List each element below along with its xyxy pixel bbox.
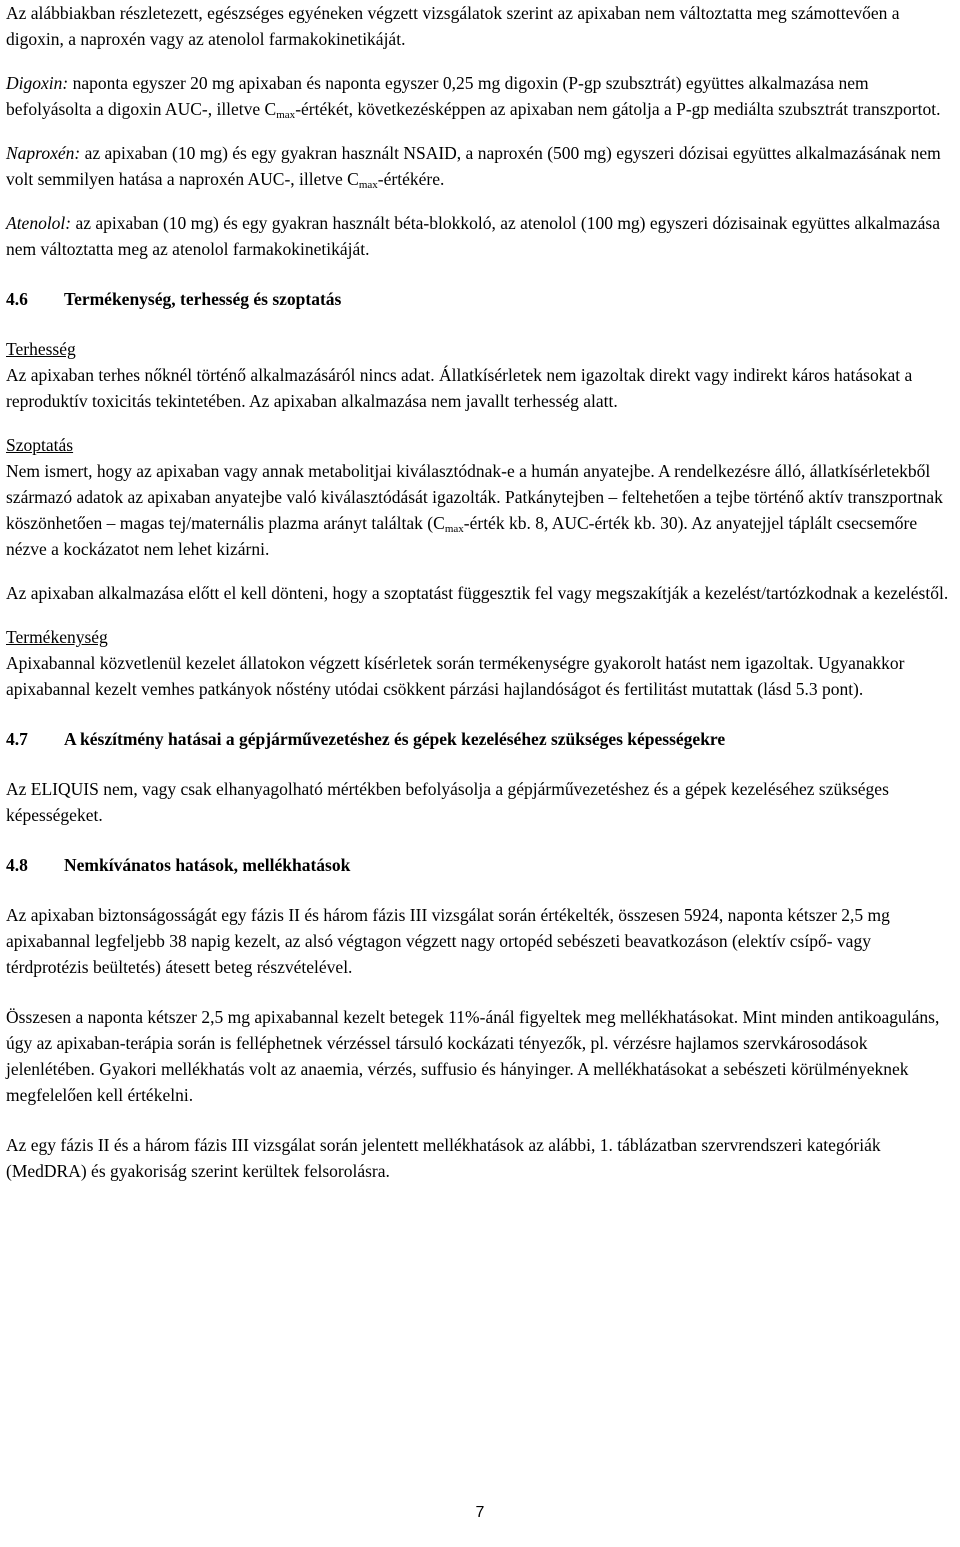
naproxen-paragraph — [6, 140, 956, 192]
digoxin-paragraph — [6, 70, 956, 122]
section-title: Nemkívánatos hatások, mellékhatások — [64, 855, 351, 875]
naproxen-text-a: az apixaban (10 mg) és egy gyakran használt NSAID, a naproxén (500 mg) egyszeri dózisai együttes alkalmazásának nem volt semmilyen hatása a naproxén AUC-, illetve C — [6, 143, 941, 189]
pregnancy-text: Az apixaban terhes nőknél történő alkalmazásáról nincs adat. Állatkísérletek nem igazoltak direkt vagy indirekt káros hatásokat a reproduktív toxicitás tekintetében. Az apixaban alkalmazása nem javallt terhesség alatt. — [6, 365, 913, 411]
atenolol-text: az apixaban (10 mg) és egy gyakran használt béta-blokkoló, az atenolol (100 mg) egyszeri dózisainak együttes alkalmazása nem változtatta meg az atenolol farmakokinetikáját. — [6, 213, 940, 259]
cmax-subscript: max — [358, 179, 378, 191]
pregnancy-title: Terhesség — [6, 339, 76, 359]
breastfeeding-title: Szoptatás — [6, 435, 74, 455]
intro-paragraph: Az alábbiakban részletezett, egészséges egyéneken végzett vizsgálatok szerint az apixaban nem változtatta meg számottevően a digoxin, a naproxén vagy az atenolol farmakokinetikáját. — [6, 3, 900, 49]
digoxin-text-b: -értékét, következésképpen az apixaban nem gátolja a P-gp mediálta szubsztrát transzportot. — [295, 99, 941, 119]
breastfeeding-text-b: -érték kb. 8, AUC-érték kb. 30). Az anyatejjel táplált csecsemőre nézve a kockázatot nem lehet kizárni. — [6, 513, 918, 559]
naproxen-text-b: -értékére. — [377, 169, 445, 189]
section-number: 4.7 — [6, 729, 28, 749]
driving-text: Az ELIQUIS nem, vagy csak elhanyagolható mértékben befolyásolja a gépjárművezetéshez és a gépek kezeléséhez szükséges képességeket. — [6, 779, 889, 825]
adverse-effects-paragraph-3: Az egy fázis II és a három fázis III vizsgálat során jelentett mellékhatások az alábbi, 1. táblázatban szervrendszeri kategóriák (MedDRA) és gyakoriság szerint kerültek felsorolásra. — [6, 1135, 881, 1181]
digoxin-text-a: naponta egyszer 20 mg apixaban és naponta egyszer 0,25 mg digoxin (P-gp szubsztrát) együttes alkalmazása nem befolyásolta a digoxin AUC-, illetve C — [6, 73, 869, 119]
breastfeeding-text-a: Nem ismert, hogy az apixaban vagy annak metabolitjai kiválasztódnak-e a humán anyatejbe. A rendelkezésre álló, állatkísérletekből származó adatok az apixaban anyatejbe való kiválasztódását igazolták. Patkánytejben – feltehetően a tejbe történő aktív transzportnak köszönhetően – magas tej/maternális plazma arányt találtak (C — [6, 461, 943, 533]
digoxin-label: Digoxin: — [6, 73, 69, 93]
section-heading-4-6 — [6, 286, 956, 312]
section-heading-4-8 — [6, 852, 956, 878]
section-title: A készítmény hatásai a gépjárművezetéshez és gépek kezeléséhez szükséges képességekre — [64, 729, 726, 749]
adverse-effects-paragraph-2: Összesen a naponta kétszer 2,5 mg apixabannal kezelt betegek 11%-ánál figyeltek meg mellékhatásokat. Mint minden antikoaguláns, úgy az apixaban-terápia során is felléphetnek vérzéssel társuló kockázati tényezők, pl. vérzésre hajlamos szervkárosodások jelenlétében. Gyakori mellékhatás volt az anaemia, vérzés, suffusio és hányinger. A mellékhatásokat a sebészeti körülményeknek megfelelően kell értékelni. — [6, 1007, 940, 1105]
page-number: 7 — [475, 1504, 485, 1521]
fertility-text: Apixabannal közvetlenül kezelet állatokon végzett kísérletek során termékenységre gyakorolt hatást nem igazoltak. Ugyanakkor apixabannal kezelt vemhes patkányok nőstény utódai csökkent párzási hajlandóságot és fertilitást mutattak (lásd 5.3 pont). — [6, 653, 905, 699]
cmax-subscript: max — [444, 523, 464, 535]
section-heading-4-7 — [6, 726, 956, 752]
breastfeeding-decision: Az apixaban alkalmazása előtt el kell dönteni, hogy a szoptatást függesztik fel vagy megszakítják a kezelést/tartózkodnak a kezeléstől. — [6, 583, 949, 603]
fertility-title: Termékenység — [6, 627, 108, 647]
naproxen-label: Naproxén: — [6, 143, 81, 163]
atenolol-paragraph — [6, 210, 956, 262]
breastfeeding-text — [6, 458, 956, 562]
atenolol-label: Atenolol: — [6, 213, 72, 233]
adverse-effects-paragraph-1: Az apixaban biztonságosságát egy fázis II és három fázis III vizsgálat során értékelték, összesen 5924, naponta kétszer 2,5 mg apixabannal legfeljebb 38 napig kezelt, az alsó végtagon végzett nagy ortopéd sebészeti beavatkozáson (elektív csípő- vagy térdprotézis beültetés) átesett beteg részvételével. — [6, 905, 890, 977]
section-number: 4.8 — [6, 855, 28, 875]
document-page — [6, 0, 956, 1184]
section-number: 4.6 — [6, 289, 28, 309]
cmax-subscript: max — [276, 109, 296, 121]
section-title: Termékenység, terhesség és szoptatás — [64, 289, 342, 309]
